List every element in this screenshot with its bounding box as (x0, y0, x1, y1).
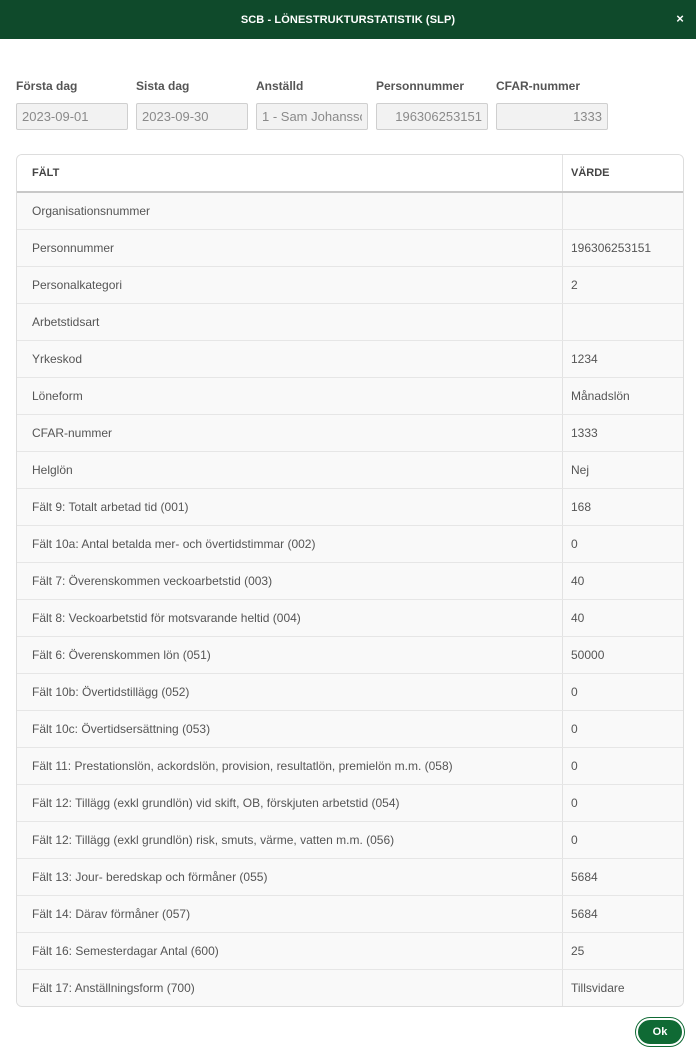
row-field-cell: Arbetstidsart (17, 304, 563, 340)
row-field-cell: Fält 11: Prestationslön, ackordslön, provision, resultatlön, premielön m.m. (058) (17, 748, 563, 784)
row-field-cell: Fält 12: Tillägg (exkl grundlön) risk, smuts, värme, vatten m.m. (056) (17, 822, 563, 858)
row-field-cell: Personnummer (17, 230, 563, 266)
row-value-cell: 0 (571, 796, 578, 810)
row-value-cell: 5684 (571, 907, 598, 921)
row-value-cell: 0 (571, 722, 578, 736)
row-field-cell: Yrkeskod (17, 341, 563, 377)
row-field-cell: CFAR-nummer (17, 415, 563, 451)
table-row[interactable] (17, 970, 683, 1007)
row-value-cell: Nej (571, 463, 590, 477)
row-field-cell: Löneform (17, 378, 563, 414)
cfar-number-label: CFAR-nummer (496, 79, 581, 93)
table-row[interactable] (17, 489, 683, 526)
first-day-input[interactable] (16, 103, 128, 130)
ok-button[interactable]: Ok (636, 1018, 684, 1046)
table-row[interactable] (17, 933, 683, 970)
table-row[interactable] (17, 896, 683, 933)
row-value-cell: 1234 (571, 352, 598, 366)
table-row[interactable] (17, 378, 683, 415)
row-value-cell: Månadslön (571, 389, 630, 403)
last-day-label: Sista dag (136, 79, 190, 93)
table-row[interactable] (17, 452, 683, 489)
column-header-field[interactable]: FÄLT (17, 155, 563, 191)
row-value-cell: 0 (571, 833, 578, 847)
dialog-titlebar (0, 0, 696, 39)
row-field-cell: Fält 10c: Övertidsersättning (053) (17, 711, 563, 747)
row-value-cell: 50000 (571, 648, 605, 662)
row-field-cell: Fält 8: Veckoarbetstid för motsvarande heltid (004) (17, 600, 563, 636)
table-row[interactable] (17, 267, 683, 304)
row-value-cell: 2 (571, 278, 578, 292)
table-row[interactable] (17, 785, 683, 822)
row-value-cell: 40 (571, 574, 585, 588)
table-row[interactable] (17, 304, 683, 341)
row-field-cell: Fält 16: Semesterdagar Antal (600) (17, 933, 563, 969)
last-day-field (136, 78, 248, 94)
cfar-number-input[interactable] (496, 103, 608, 130)
row-field-cell: Fält 6: Överenskommen lön (051) (17, 637, 563, 673)
row-value-cell: 1333 (571, 426, 598, 440)
row-field-cell: Fält 10a: Antal betalda mer- och övertidstimmar (002) (17, 526, 563, 562)
employee-label: Anställd (256, 79, 304, 93)
row-value-cell: 40 (571, 611, 585, 625)
table-row[interactable] (17, 822, 683, 859)
dialog-title: SCB - LÖNESTRUKTURSTATISTIK (SLP) (240, 13, 456, 26)
row-value-cell (563, 304, 683, 340)
last-day-input[interactable] (136, 103, 248, 130)
table-row[interactable] (17, 415, 683, 452)
row-value-cell: 0 (571, 685, 578, 699)
row-value-cell: 0 (571, 537, 578, 551)
close-icon[interactable]: × (676, 11, 684, 26)
personal-number-label: Personnummer (376, 79, 465, 93)
table-row[interactable] (17, 230, 683, 267)
first-day-field (16, 78, 128, 94)
cfar-number-field (496, 78, 608, 94)
personal-number-field (376, 78, 488, 94)
table-row[interactable] (17, 526, 683, 563)
table-row[interactable] (17, 674, 683, 711)
slp-table (16, 154, 684, 1007)
row-value-cell: 0 (571, 759, 578, 773)
row-field-cell: Organisationsnummer (17, 193, 563, 229)
row-field-cell: Fält 7: Överenskommen veckoarbetstid (003) (17, 563, 563, 599)
row-field-cell: Fält 9: Totalt arbetad tid (001) (17, 489, 563, 525)
row-value-cell: 5684 (571, 870, 598, 884)
table-row[interactable] (17, 637, 683, 674)
row-value-cell: Tillsvidare (571, 981, 625, 995)
table-row[interactable] (17, 859, 683, 896)
table-row[interactable] (17, 600, 683, 637)
table-row[interactable] (17, 748, 683, 785)
row-field-cell: Fält 12: Tillägg (exkl grundlön) vid skift, OB, förskjuten arbetstid (054) (17, 785, 563, 821)
first-day-label: Första dag (16, 79, 78, 93)
row-value-cell: 25 (571, 944, 585, 958)
row-value-cell: 168 (571, 500, 592, 514)
personal-number-input[interactable] (376, 103, 488, 130)
table-body (17, 193, 683, 1007)
row-value-cell (563, 193, 683, 229)
row-field-cell: Helglön (17, 452, 563, 488)
column-header-value[interactable]: VÄRDE (571, 167, 610, 179)
row-field-cell: Fält 14: Därav förmåner (057) (17, 896, 563, 932)
table-row[interactable] (17, 711, 683, 748)
table-row[interactable] (17, 563, 683, 600)
row-field-cell: Personalkategori (17, 267, 563, 303)
row-field-cell: Fält 13: Jour- beredskap och förmåner (055) (17, 859, 563, 895)
table-row[interactable] (17, 193, 683, 230)
row-field-cell: Fält 17: Anställningsform (700) (17, 970, 563, 1007)
employee-field (256, 78, 368, 94)
employee-input[interactable] (256, 103, 368, 130)
row-field-cell: Fält 10b: Övertidstillägg (052) (17, 674, 563, 710)
table-row[interactable] (17, 341, 683, 378)
table-header (17, 155, 683, 193)
row-value-cell: 196306253151 (571, 241, 652, 255)
